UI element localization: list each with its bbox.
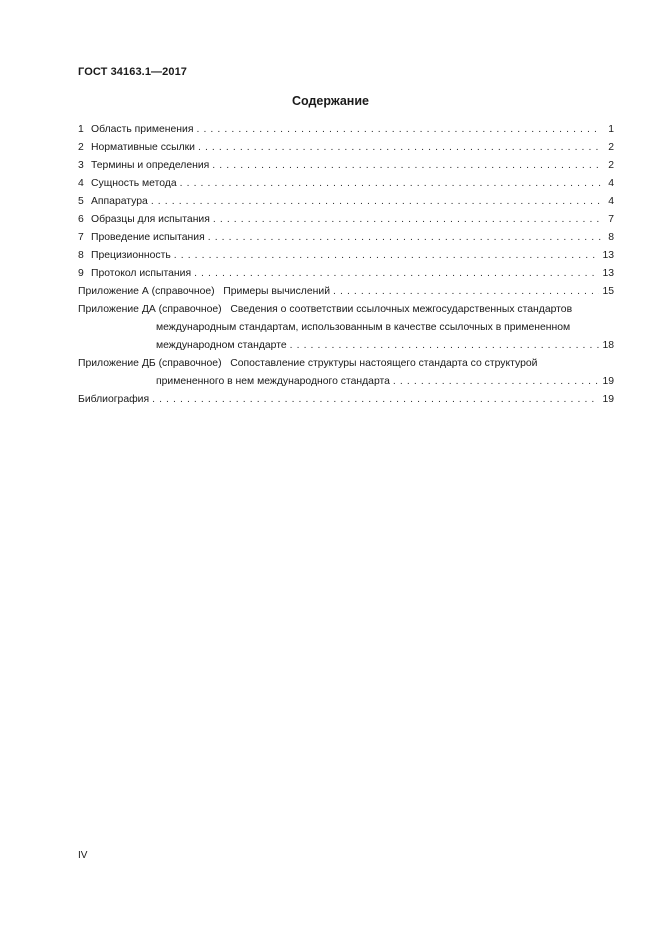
toc-entry-1[interactable] <box>78 121 614 139</box>
toc-entry-page: 7 <box>608 214 614 225</box>
dot-leader <box>290 337 600 355</box>
toc-entry-page: 13 <box>602 250 614 261</box>
toc-entry-number: 5 <box>78 196 84 207</box>
toc-entry-number: 1 <box>78 124 84 135</box>
toc-entry-title: Аппаратура <box>91 196 148 207</box>
dot-leader <box>208 229 601 247</box>
toc-entry-6[interactable] <box>78 211 614 229</box>
appendix-title-line-2: международным стандартам, использованным в качестве ссылочных в примененном <box>156 322 571 333</box>
page-number: IV <box>78 850 88 861</box>
toc-entry-title: Сущность метода <box>91 178 177 189</box>
toc-entry-page: 19 <box>602 394 614 405</box>
toc-entry-page: 18 <box>602 340 614 351</box>
toc-entry-title: Термины и определения <box>91 160 210 171</box>
dot-leader <box>180 175 601 193</box>
appendix-title: Примеры вычислений <box>223 286 330 297</box>
dot-leader <box>198 139 601 157</box>
appendix-title-line-3: международном стандарте <box>156 340 287 351</box>
toc-entry-7[interactable] <box>78 229 614 247</box>
toc-entry-number: 7 <box>78 232 84 243</box>
toc-entry-number: 8 <box>78 250 84 261</box>
bibliography-title: Библиография <box>78 394 150 405</box>
dot-leader <box>174 247 600 265</box>
appendix-label: Приложение ДБ (справочное) <box>78 358 222 369</box>
appendix-title-line-1: Сопоставление структуры настоящего стандарта со структурой <box>230 358 538 369</box>
dot-leader <box>212 157 601 175</box>
toc-entry-4[interactable] <box>78 175 614 193</box>
dot-leader <box>393 373 600 391</box>
toc-entry-bibliography[interactable] <box>78 391 614 409</box>
table-of-contents <box>78 121 614 409</box>
appendix-title-line-1: Сведения о соответствии ссылочных межгосударственных стандартов <box>230 304 573 315</box>
toc-entry-2[interactable] <box>78 139 614 157</box>
toc-entry-page: 2 <box>608 142 614 153</box>
toc-entry-number: 6 <box>78 214 84 225</box>
dot-leader <box>152 391 599 409</box>
dot-leader <box>151 193 601 211</box>
toc-entry-page: 2 <box>608 160 614 171</box>
toc-entry-page: 8 <box>608 232 614 243</box>
toc-entry-title: Образцы для испытания <box>91 214 210 225</box>
toc-entry-number: 3 <box>78 160 84 171</box>
appendix-title-line-2: примененного в нем международного стандарта <box>156 376 390 387</box>
dot-leader <box>196 121 601 139</box>
toc-entry-page: 4 <box>608 196 614 207</box>
toc-entry-number: 2 <box>78 142 84 153</box>
toc-entry-5[interactable] <box>78 193 614 211</box>
dot-leader <box>333 283 599 301</box>
toc-entry-appendix-a[interactable] <box>78 283 614 301</box>
dot-leader <box>213 211 601 229</box>
toc-entry-title: Прецизионность <box>91 250 171 261</box>
toc-entry-title: Нормативные ссылки <box>91 142 195 153</box>
toc-entry-page: 13 <box>602 268 614 279</box>
toc-entry-number: 4 <box>78 178 84 189</box>
toc-entry-9[interactable] <box>78 265 614 283</box>
toc-entry-page: 1 <box>608 124 614 135</box>
toc-entry-8[interactable] <box>78 247 614 265</box>
document-header: ГОСТ 34163.1—2017 <box>78 66 188 78</box>
toc-entry-title: Область применения <box>91 124 194 135</box>
toc-entry-title: Протокол испытания <box>91 268 192 279</box>
toc-entry-3[interactable] <box>78 157 614 175</box>
toc-entry-page: 19 <box>602 376 614 387</box>
dot-leader <box>194 265 599 283</box>
toc-title: Содержание <box>291 94 369 108</box>
appendix-label: Приложение ДА (справочное) <box>78 304 222 315</box>
toc-entry-appendix-db[interactable] <box>78 355 614 391</box>
toc-entry-appendix-da[interactable] <box>78 301 614 355</box>
toc-entry-number: 9 <box>78 268 84 279</box>
toc-entry-page: 15 <box>602 286 614 297</box>
toc-entry-page: 4 <box>608 178 614 189</box>
toc-entry-title: Проведение испытания <box>91 232 205 243</box>
appendix-label: Приложение А (справочное) <box>78 286 215 297</box>
